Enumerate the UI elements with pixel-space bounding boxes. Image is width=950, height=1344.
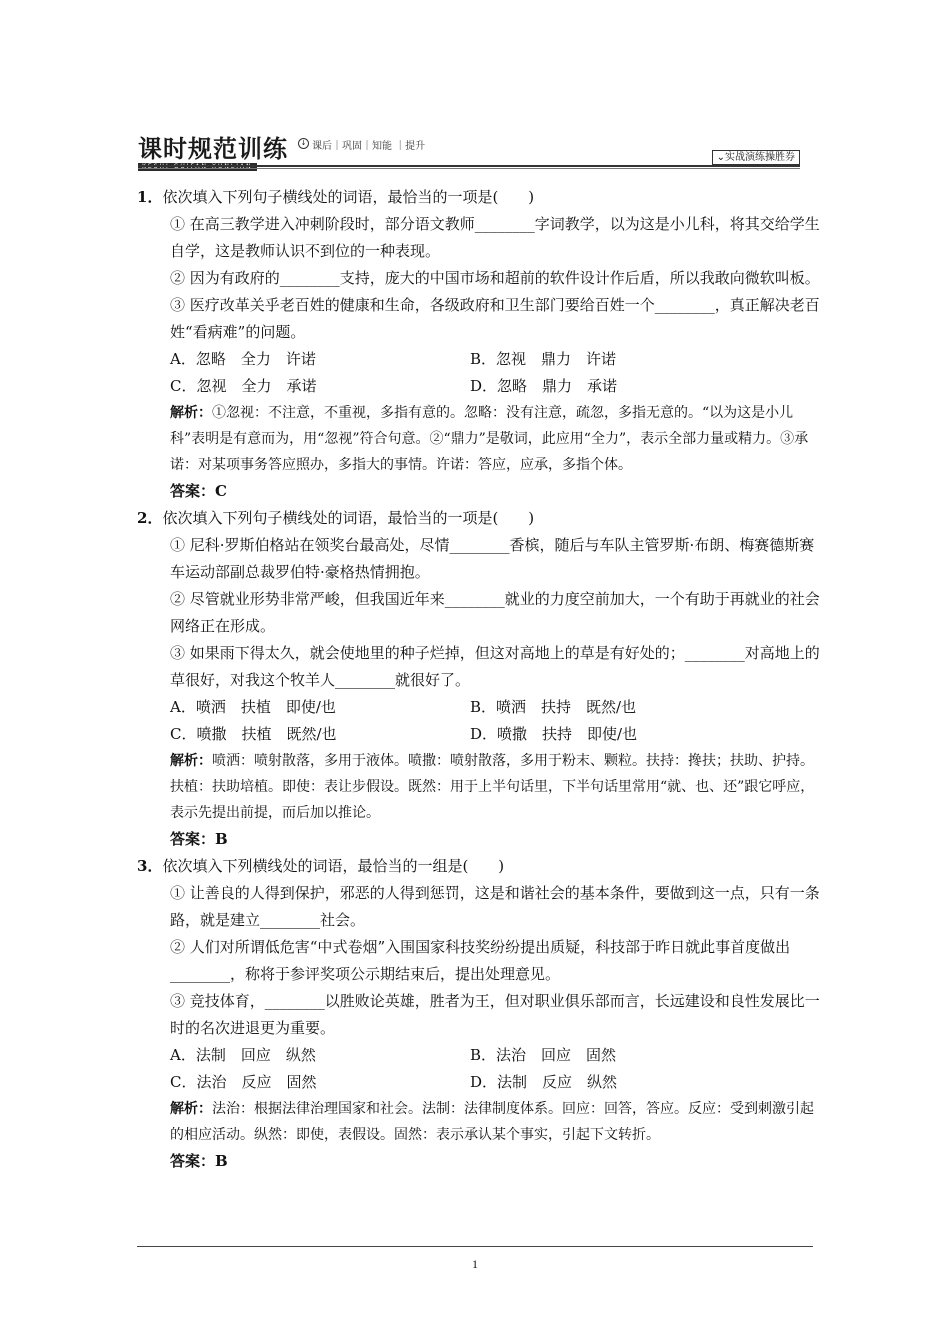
question-text: 依次填入下列句子横线处的词语，最恰当的一项是( ) xyxy=(162,509,535,527)
options xyxy=(137,1042,827,1096)
question-text: 依次填入下列句子横线处的词语，最恰当的一项是( ) xyxy=(162,188,535,206)
options xyxy=(137,694,827,748)
option-a: A．忽略 全力 许诺 xyxy=(170,350,316,368)
option-d: D．法制 反应 纵然 xyxy=(470,1073,618,1091)
option-a: A．喷洒 扶植 即使/也 xyxy=(170,698,336,716)
sentence-1: ① 在高三教学进入冲刺阶段时，部分语文教师________字词教学，以为这是小儿科，将其交给学生自学，这是教师认识不到位的一种表现。 xyxy=(170,215,820,260)
sentence-1: ① 让善良的人得到保护，邪恶的人得到惩罚，这是和谐社会的基本条件，要做到这一点，只有一条路，就是建立________社会。 xyxy=(170,884,820,929)
sentence-1: ① 尼科·罗斯伯格站在领奖台最高处，尽情________香槟，随后与车队主管罗斯·布朗、梅赛德斯赛车运动部副总裁罗伯特·豪格热情拥抱。 xyxy=(170,536,815,581)
option-b: B．法治 回应 固然 xyxy=(470,1046,617,1064)
banner-rule-thin xyxy=(138,168,800,169)
question-stem: 3．依次填入下列横线处的词语，最恰当的一组是( ) xyxy=(137,857,505,875)
question-stem: 2．依次填入下列句子横线处的词语，最恰当的一项是( ) xyxy=(137,509,535,527)
question-number: 1 xyxy=(137,188,148,206)
banner-title: 课时规范训练 xyxy=(138,135,288,163)
sentence-3: ③ 竞技体育，________以胜败论英雄，胜者为王，但对职业俱乐部而言，长远建设和良性发展比一时的名次进退更为重要。 xyxy=(170,992,820,1037)
explanation-text: ①忽视：不注意，不重视，多指有意的。忽略：没有注意，疏忽，多指无意的。“以为这是小儿科”表明是有意而为，用“忽视”符合句意。②“鼎力”是敬词，此应用“全力”，表示全部力量或精力。③承诺：对某项事务答应照办，多指大的事情。许诺：答应，应承，多指个体。 xyxy=(170,405,809,473)
option-c: C．法治 反应 固然 xyxy=(170,1073,317,1091)
question-1 xyxy=(137,184,827,505)
answer: 答案：B xyxy=(170,1152,228,1170)
option-b: B．忽视 鼎力 许诺 xyxy=(470,350,617,368)
sentence-2: ② 因为有政府的________支持，庞大的中国市场和超前的软件设计作后盾，所以我敢向微软叫板。 xyxy=(170,269,820,287)
explanation xyxy=(137,748,827,826)
option-c: C．忽视 全力 承诺 xyxy=(170,377,317,395)
question-3 xyxy=(137,853,827,1175)
explanation-text: 法治：根据法律治理国家和社会。法制：法律制度体系。回应：回答，答应。反应：受到刺激引起的相应活动。纵然：即使，表假设。固然：表示承认某个事实，引起下文转折。 xyxy=(170,1101,814,1143)
explanation-label: 解析： xyxy=(170,1101,212,1117)
chevron-down-icon: ⌄ xyxy=(716,152,725,163)
sentence-2: ② 人们对所谓低危害“中式卷烟”入围国家科技奖纷纷提出质疑，科技部于昨日就此事首度做出________，称将于参评奖项公示期结束后，提出处理意见。 xyxy=(170,938,791,983)
banner-right-label: 实战演练操胜券 xyxy=(725,152,795,163)
option-b: B．喷洒 扶持 既然/也 xyxy=(470,698,637,716)
explanation-text: 喷洒：喷射散落，多用于液体。喷撒：喷射散落，多用于粉末、颗粒。扶持：搀扶；扶助、护持。扶植：扶助培植。即使：表让步假设。既然：用于上半句话里，下半句话里常用“就、也、还”跟它呼应，表示先提出前提，而后加以推论。 xyxy=(170,753,815,821)
sentence-3: ③ 如果雨下得太久，就会使地里的种子烂掉，但这对高地上的草是有好处的；________对高地上的草很好，对我这个牧羊人________就很好了。 xyxy=(170,644,820,689)
banner-right-badge xyxy=(712,150,800,165)
option-d: D．忽略 鼎力 承诺 xyxy=(470,377,618,395)
option-d: D．喷撒 扶持 即使/也 xyxy=(470,725,638,743)
question-number: 2 xyxy=(137,509,148,527)
header-banner xyxy=(138,136,800,172)
explanation xyxy=(137,400,827,478)
question-stem: 1．依次填入下列句子横线处的词语，最恰当的一项是( ) xyxy=(137,188,535,206)
option-c: C．喷撒 扶植 既然/也 xyxy=(170,725,337,743)
sentence-3: ③ 医疗改革关乎老百姓的健康和生命，各级政府和卫生部门要给百姓一个________，真正解决老百姓“看病难”的问题。 xyxy=(170,296,820,341)
explanation-label: 解析： xyxy=(170,405,212,421)
sentence-2: ② 尽管就业形势非常严峻，但我国近年来________就业的力度空前加大，一个有助于再就业的社会网络正在形成。 xyxy=(170,590,820,635)
explanation-label: 解析： xyxy=(170,753,212,769)
page-number: 1 xyxy=(472,1257,478,1271)
option-a: A．法制 回应 纵然 xyxy=(170,1046,316,1064)
explanation xyxy=(137,1096,827,1148)
question-list xyxy=(137,184,827,1175)
answer: 答案：B xyxy=(170,830,228,848)
banner-rule xyxy=(138,165,800,167)
footer-rule xyxy=(137,1246,813,1247)
question-text: 依次填入下列横线处的词语，最恰当的一组是( ) xyxy=(162,857,505,875)
banner-tags: 课后｜巩固｜知能 ｜提升 xyxy=(312,141,426,152)
options xyxy=(137,346,827,400)
down-arrow-icon: ↓ xyxy=(298,138,309,149)
answer: 答案：C xyxy=(170,482,227,500)
question-2 xyxy=(137,505,827,853)
question-number: 3 xyxy=(137,857,148,875)
